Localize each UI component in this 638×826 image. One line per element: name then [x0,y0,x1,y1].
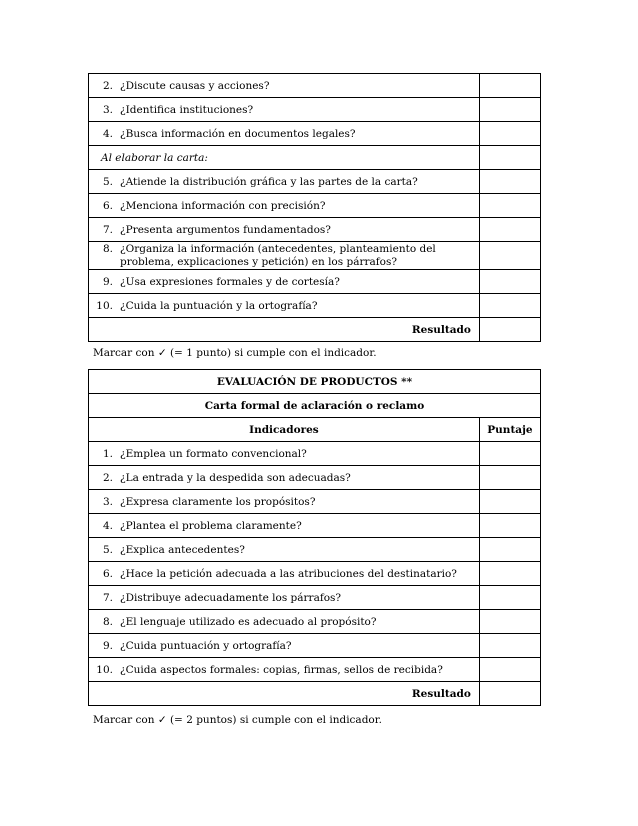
result-row [89,682,541,706]
item-text: ¿Cuida la puntuación y la ortografía? [120,299,318,312]
table-row [89,634,541,658]
item-number: 5. [102,543,113,556]
table-row [89,514,541,538]
score-cell[interactable] [479,74,540,98]
item-text: ¿Hace la petición adecuada a las atribuciones del destinatario? [120,567,457,580]
table-row [89,194,541,218]
section-subheading: Al elaborar la carta: [89,146,480,170]
table-row [89,562,541,586]
item-number: 3. [102,495,113,508]
item-text: ¿Atiende la distribución gráfica y las partes de la carta? [120,175,418,188]
product-evaluation-table [88,369,541,706]
checklist-table [88,73,541,342]
score-cell[interactable] [479,514,540,538]
score-cell[interactable] [479,194,540,218]
item-number: 7. [102,223,113,236]
item-number: 3. [102,103,113,116]
result-row [89,318,541,342]
score-cell[interactable] [479,270,540,294]
score-cell[interactable] [479,586,540,610]
score-cell[interactable] [479,562,540,586]
item-number: 5. [102,175,113,188]
scoring-note: Marcar con ✓ (= 1 punto) si cumple con el indicador. [93,347,377,359]
item-text: ¿Busca información en documentos legales? [120,127,356,140]
column-header-indicators: Indicadores [89,418,480,442]
table-row [89,586,541,610]
table-row [89,294,541,318]
table-title: EVALUACIÓN DE PRODUCTOS ** [89,370,541,394]
item-number: 6. [102,567,113,580]
item-number: 10. [96,663,113,676]
item-text: ¿Usa expresiones formales y de cortesía? [120,275,340,288]
table-row [89,170,541,194]
table-row [89,242,541,270]
table-row [89,218,541,242]
scoring-note: Marcar con ✓ (= 2 puntos) si cumple con el indicador. [93,714,382,726]
item-text: ¿Explica antecedentes? [120,543,245,556]
table-row [89,98,541,122]
section-subheading-row [89,146,541,170]
item-text: ¿Discute causas y acciones? [120,79,270,92]
score-cell[interactable] [479,242,540,270]
item-number: 9. [102,275,113,288]
item-text: ¿Distribuye adecuadamente los párrafos? [120,591,342,604]
table-row [89,658,541,682]
item-text: ¿Emplea un formato convencional? [120,447,307,460]
item-text: ¿Presenta argumentos fundamentados? [120,223,331,236]
item-text: ¿Plantea el problema claramente? [120,519,302,532]
score-cell[interactable] [479,218,540,242]
score-cell[interactable] [479,98,540,122]
score-cell[interactable] [479,122,540,146]
item-text: ¿La entrada y la despedida son adecuadas? [120,471,351,484]
item-number: 9. [102,639,113,652]
score-cell[interactable] [479,294,540,318]
item-number: 8. [102,615,113,628]
score-cell[interactable] [479,538,540,562]
result-label: Resultado [89,318,480,342]
score-cell[interactable] [479,442,540,466]
item-number: 4. [102,127,113,140]
score-cell[interactable] [479,610,540,634]
table-row [89,270,541,294]
table-row [89,490,541,514]
table-row [89,122,541,146]
item-number: 4. [102,519,113,532]
result-label: Resultado [89,682,480,706]
table-subtitle: Carta formal de aclaración o reclamo [89,394,541,418]
header-row [89,418,541,442]
item-number: 2. [102,471,113,484]
table-row [89,610,541,634]
item-text: ¿Identifica instituciones? [120,103,254,116]
item-number: 7. [102,591,113,604]
item-number: 10. [96,299,113,312]
item-text: ¿Organiza la información (antecedentes, planteamiento del problema, explicaciones y petición) en los párrafos? [120,242,436,268]
item-number: 8. [102,242,113,255]
item-text: ¿Menciona información con precisión? [120,199,326,212]
item-text: ¿Cuida aspectos formales: copias, firmas, sellos de recibida? [120,663,443,676]
item-number: 1. [102,447,113,460]
score-cell[interactable] [479,146,540,170]
score-cell[interactable] [479,658,540,682]
item-number: 2. [102,79,113,92]
item-text: ¿Cuida puntuación y ortografía? [120,639,292,652]
table-row [89,442,541,466]
table-row [89,466,541,490]
result-cell[interactable] [479,318,540,342]
table-row [89,538,541,562]
table-title-row [89,370,541,394]
score-cell[interactable] [479,170,540,194]
column-header-score: Puntaje [479,418,540,442]
score-cell[interactable] [479,634,540,658]
item-number: 6. [102,199,113,212]
table-row [89,74,541,98]
result-cell[interactable] [479,682,540,706]
table-subtitle-row [89,394,541,418]
item-text: ¿El lenguaje utilizado es adecuado al propósito? [120,615,377,628]
score-cell[interactable] [479,466,540,490]
item-text: ¿Expresa claramente los propósitos? [120,495,316,508]
score-cell[interactable] [479,490,540,514]
